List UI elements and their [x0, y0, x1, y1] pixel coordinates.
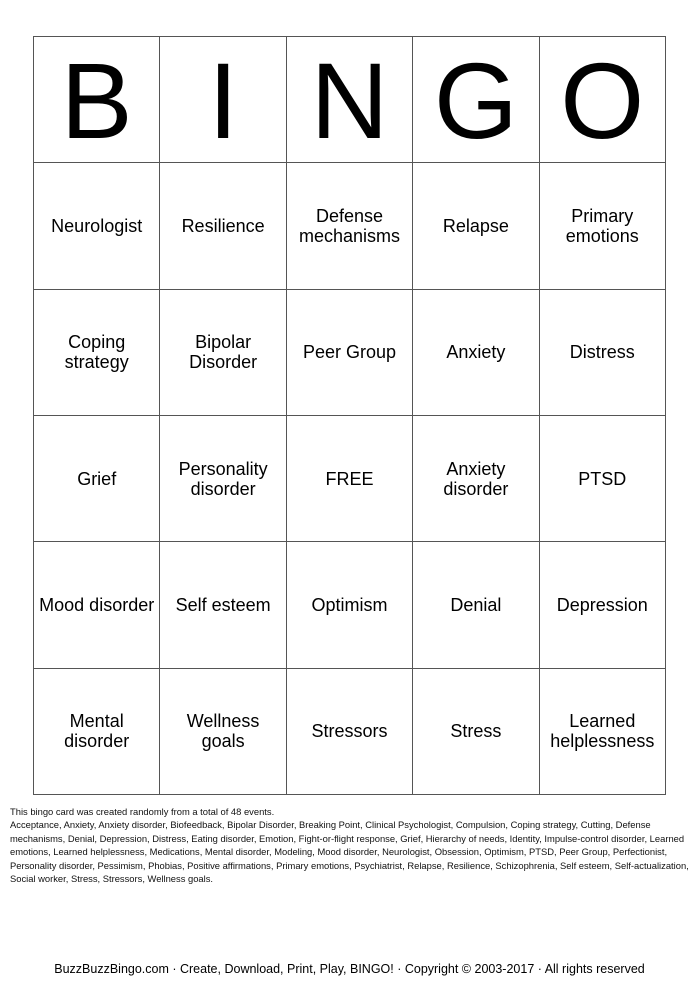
square-label: Relapse [442, 215, 509, 236]
square-label: Mood disorder [39, 594, 155, 615]
bingo-square [413, 416, 539, 542]
bingo-square [34, 163, 160, 289]
bingo-square [287, 669, 413, 795]
bingo-square [160, 669, 286, 795]
square-label: Self esteem [175, 594, 271, 615]
footer-copyright: BuzzBuzzBingo.com · Create, Download, Print, Play, BINGO! · Copyright © 2003-2017 · All rights reserved [54, 962, 645, 976]
bingo-square [540, 416, 666, 542]
square-label: FREE [325, 468, 374, 489]
square-label: Grief [77, 468, 117, 489]
bingo-square [160, 290, 286, 416]
square-label: Stressors [311, 721, 388, 742]
header-letter-i: I [160, 37, 286, 163]
square-label: Anxiety [446, 342, 506, 363]
square-label: Learned helplessness [550, 711, 655, 752]
square-label: Neurologist [51, 215, 143, 236]
header-letter-b: B [34, 37, 160, 163]
square-label: Bipolar Disorder [189, 332, 258, 373]
bingo-square [540, 669, 666, 795]
bingo-square [540, 290, 666, 416]
square-label: Personality disorder [178, 458, 268, 499]
card-summary: This bingo card was created randomly from a total of 48 events. [10, 806, 275, 817]
free-square [287, 416, 413, 542]
square-label: Denial [450, 594, 502, 615]
bingo-square [34, 542, 160, 668]
bingo-square [287, 542, 413, 668]
square-label: Mental disorder [64, 711, 130, 752]
square-label: Stress [450, 721, 502, 742]
bingo-square [160, 416, 286, 542]
bingo-square [540, 542, 666, 668]
header-letter-o: O [540, 37, 666, 163]
header-letter-n: N [287, 37, 413, 163]
bingo-card [33, 36, 666, 795]
card-info [10, 805, 690, 885]
square-label: Anxiety disorder [443, 458, 509, 499]
square-label: Peer Group [302, 342, 397, 363]
bingo-square [160, 163, 286, 289]
square-label: Resilience [181, 215, 265, 236]
bingo-square [413, 163, 539, 289]
bingo-square [287, 163, 413, 289]
bingo-square [34, 290, 160, 416]
square-label: Coping strategy [64, 332, 129, 373]
bingo-square [34, 669, 160, 795]
bingo-square [540, 163, 666, 289]
square-label: PTSD [578, 468, 627, 489]
square-label: Defense mechanisms [298, 205, 400, 246]
bingo-square [160, 542, 286, 668]
square-label: Primary emotions [565, 205, 639, 246]
bingo-square [287, 290, 413, 416]
bingo-square [413, 290, 539, 416]
square-label: Distress [569, 342, 635, 363]
bingo-square [413, 669, 539, 795]
header-letter-g: G [413, 37, 539, 163]
square-label: Depression [556, 594, 648, 615]
event-list: Acceptance, Anxiety, Anxiety disorder, Biofeedback, Bipolar Disorder, Breaking Point, Clinical Psychologist, Compulsion, Coping strategy, Cutting, Defense mechanisms, Denial, Depression, Distress, Eating disorder, Emotion, Fight-or-flight response, Grief, Hierarchy of needs, Identity, Impulse-control disorder, Learned emotions, Learned helplessness, Medications, Mental disorder, Modeling, Mood disorder, Neurologist, Obsession, Optimism, PTSD, Peer Group, Perfectionist, Personality disorder, Pessimism, Phobias, Positive affirmations, Primary emotions, Psychiatrist, Relapse, Resilience, Schizophrenia, Self esteem, Self-actualization, Social worker, Stress, Stressors, Wellness goals. [10, 819, 689, 885]
square-label: Optimism [311, 594, 388, 615]
square-label: Wellness goals [186, 711, 260, 752]
bingo-square [34, 416, 160, 542]
bingo-square [413, 542, 539, 668]
